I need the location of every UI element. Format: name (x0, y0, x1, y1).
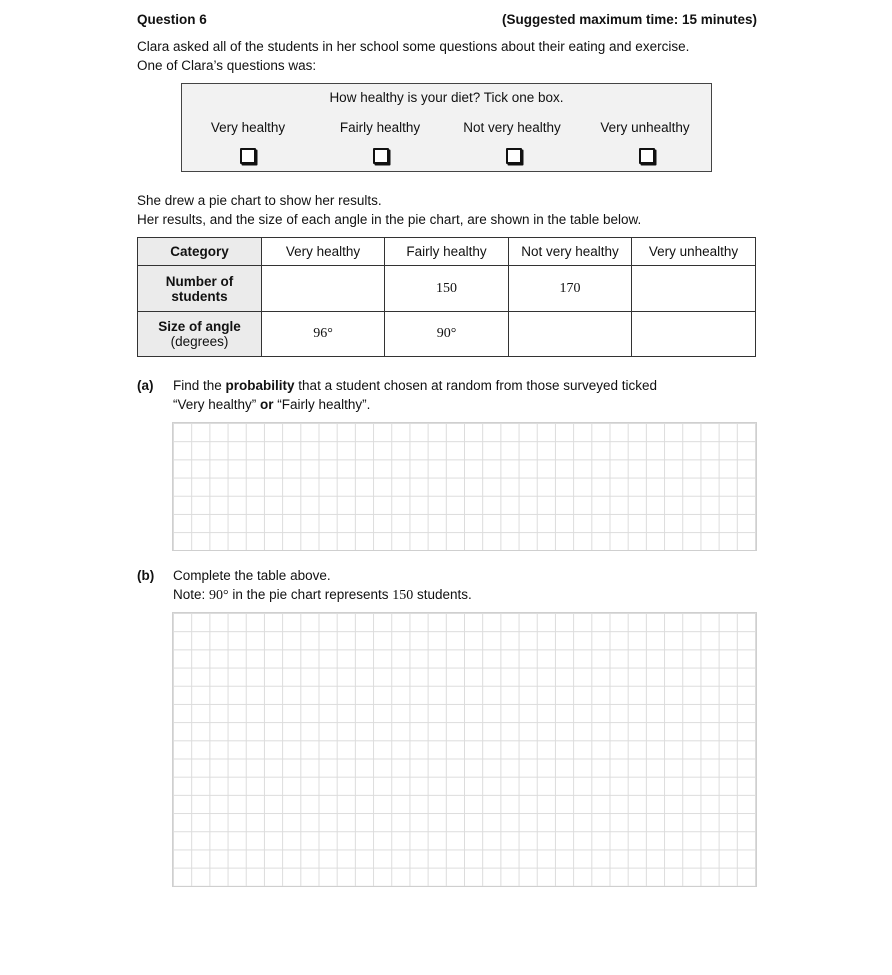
question-title: Question 6 (137, 12, 207, 27)
cell-students-fairly-healthy: 150 (385, 266, 509, 312)
header-not-very-healthy: Not very healthy (509, 238, 632, 266)
results-table (137, 237, 756, 357)
part-b-line2-post: students. (413, 587, 472, 602)
part-b-value-angle: 90° (209, 588, 229, 603)
part-a-line2-bold: or (260, 397, 274, 412)
row-label-angle-b: (degrees) (170, 334, 229, 349)
header-category: Category (138, 238, 262, 266)
part-a-line-2 (173, 397, 370, 412)
time-note: (Suggested maximum time: 15 minutes) (502, 12, 758, 27)
checkbox-very-unhealthy[interactable] (639, 148, 655, 164)
part-b-line-1: Complete the table above. (173, 568, 331, 583)
answer-grid-a[interactable] (172, 422, 757, 551)
part-a-line2-post: “Fairly healthy”. (273, 397, 371, 412)
part-b-line-2 (173, 587, 472, 604)
header-very-unhealthy: Very unhealthy (632, 238, 756, 266)
narrative-line-2: Her results, and the size of each angle in the pie chart, are shown in the table below. (137, 212, 642, 227)
part-a-label: (a) (137, 378, 154, 393)
intro-line-1: Clara asked all of the students in her school some questions about their eating and exercise. (137, 39, 690, 54)
part-a-line-1 (173, 378, 657, 393)
part-a-line2-pre: “Very healthy” (173, 397, 261, 412)
part-b-value-students: 150 (392, 588, 414, 603)
cell-students-very-healthy[interactable] (262, 266, 385, 312)
part-a-text-bold: probability (225, 378, 295, 393)
cell-angle-very-healthy: 96° (262, 312, 385, 357)
cell-angle-very-unhealthy[interactable] (632, 312, 756, 357)
option-very-unhealthy: Very unhealthy (600, 120, 690, 135)
cell-angle-fairly-healthy: 90° (385, 312, 509, 357)
checkbox-very-healthy[interactable] (240, 148, 256, 164)
survey-prompt: How healthy is your diet? Tick one box. (329, 90, 564, 105)
part-a-text-pre: Find the (173, 378, 226, 393)
row-label-angle-a: Size of angle (158, 319, 241, 334)
intro-line-2: One of Clara’s questions was: (137, 58, 317, 73)
checkbox-not-very-healthy[interactable] (506, 148, 522, 164)
answer-grid-b[interactable] (172, 612, 757, 887)
row-label-angle (138, 312, 262, 357)
table-row (138, 266, 756, 312)
checkbox-fairly-healthy[interactable] (373, 148, 389, 164)
row-label-students-a: Number of (165, 273, 234, 289)
option-very-healthy: Very healthy (210, 120, 286, 135)
part-b-line2-mid: in the pie chart represents (228, 587, 393, 602)
survey-question-box (181, 83, 712, 172)
table-row (138, 238, 756, 266)
cell-angle-not-very-healthy[interactable] (509, 312, 632, 357)
part-b-line2-pre: Note: (173, 587, 210, 602)
option-not-very-healthy: Not very healthy (463, 120, 561, 135)
option-fairly-healthy: Fairly healthy (339, 120, 421, 135)
part-a-text-post: that a student chosen at random from those surveyed ticked (294, 378, 657, 393)
header-fairly-healthy: Fairly healthy (385, 238, 509, 266)
cell-students-very-unhealthy[interactable] (632, 266, 756, 312)
cell-students-not-very-healthy: 170 (509, 266, 632, 312)
header-very-healthy: Very healthy (262, 238, 385, 266)
part-b-label: (b) (137, 568, 155, 583)
narrative-line-1: She drew a pie chart to show her results. (137, 193, 382, 208)
table-row (138, 312, 756, 357)
row-label-students (138, 266, 262, 312)
row-label-students-b: students (171, 288, 228, 304)
